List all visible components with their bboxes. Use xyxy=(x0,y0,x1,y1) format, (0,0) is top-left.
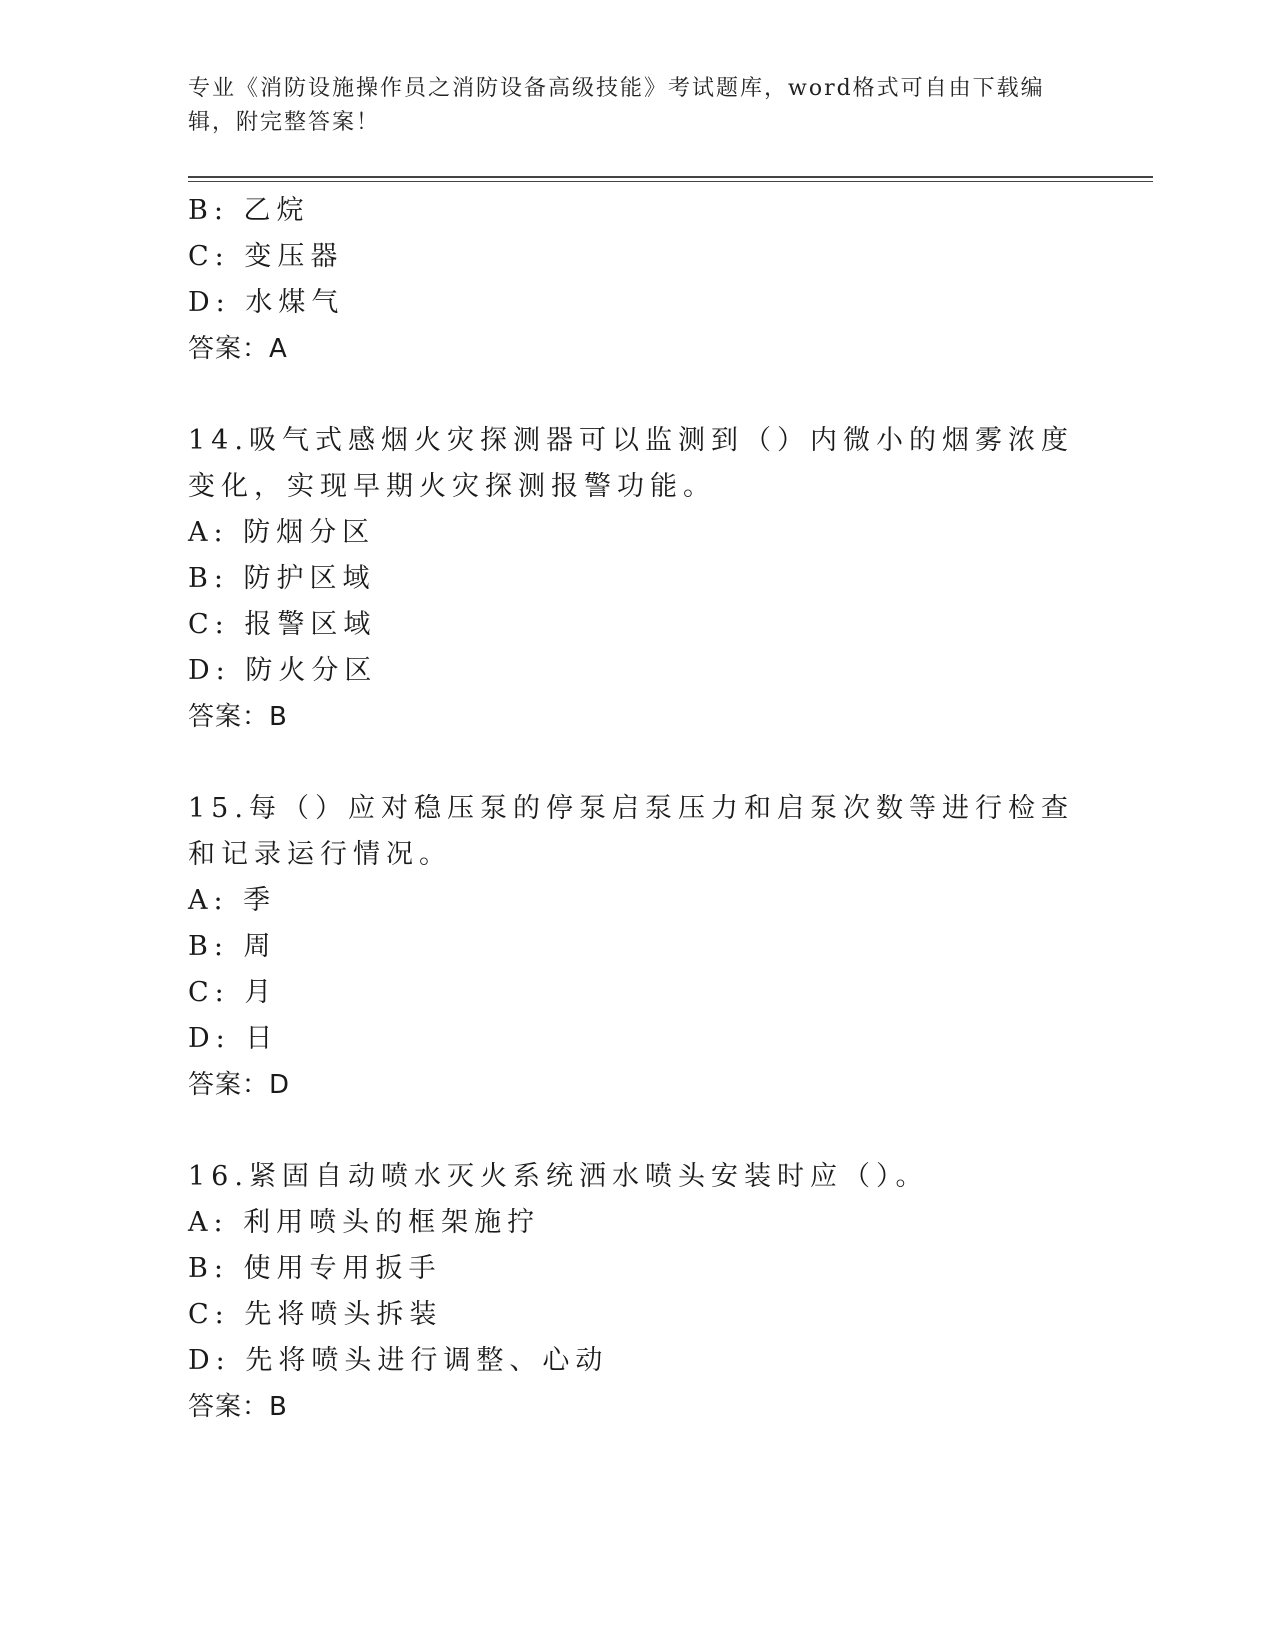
option-b: B: 防护区域 xyxy=(188,563,376,594)
header-divider-top xyxy=(188,176,1153,178)
answer-label: 答案：D xyxy=(188,1070,291,1100)
spacer xyxy=(188,1108,1088,1154)
document-header xyxy=(188,72,1068,140)
question-block-13 xyxy=(188,188,1088,372)
question-text: 14.吸气式感烟火灾探测器可以监测到（）内微小的烟雾浓度变化，实现早期火灾探测报警功能。 xyxy=(188,425,1074,502)
option-b: B: 使用专用扳手 xyxy=(188,1253,442,1284)
option-d: D: 日 xyxy=(188,1023,279,1054)
question-content xyxy=(188,188,1088,1430)
option-a: A: 季 xyxy=(188,885,277,916)
question-block-14 xyxy=(188,418,1088,740)
spacer xyxy=(188,740,1088,786)
spacer xyxy=(188,372,1088,418)
option-d: D: 防火分区 xyxy=(188,655,378,686)
header-divider-bottom xyxy=(188,181,1153,182)
option-d: D: 先将喷头进行调整、心动 xyxy=(188,1345,609,1376)
option-c: C: 报警区域 xyxy=(188,609,377,640)
answer-label: 答案：B xyxy=(188,1392,288,1422)
option-c: C: 先将喷头拆装 xyxy=(188,1299,443,1330)
header-line-1: 专业《消防设施操作员之消防设备高级技能》考试题库，word格式可自由下载编 xyxy=(188,76,1045,101)
answer-label: 答案：A xyxy=(188,334,288,364)
question-block-15 xyxy=(188,786,1088,1108)
question-block-16 xyxy=(188,1154,1088,1430)
header-line-2: 辑，附完整答案！ xyxy=(188,110,381,135)
answer-label: 答案：B xyxy=(188,702,288,732)
option-b: B: 乙烷 xyxy=(188,195,310,226)
option-c: C: 变压器 xyxy=(188,241,344,272)
option-c: C: 月 xyxy=(188,977,278,1008)
option-a: A: 利用喷头的框架施拧 xyxy=(188,1207,541,1238)
question-text: 15.每（）应对稳压泵的停泵启泵压力和启泵次数等进行检查和记录运行情况。 xyxy=(188,793,1074,870)
option-b: B: 周 xyxy=(188,931,277,962)
option-a: A: 防烟分区 xyxy=(188,517,376,548)
question-text: 16.紧固自动喷水灭火系统洒水喷头安装时应（）。 xyxy=(188,1161,929,1192)
option-d: D: 水煤气 xyxy=(188,287,345,318)
